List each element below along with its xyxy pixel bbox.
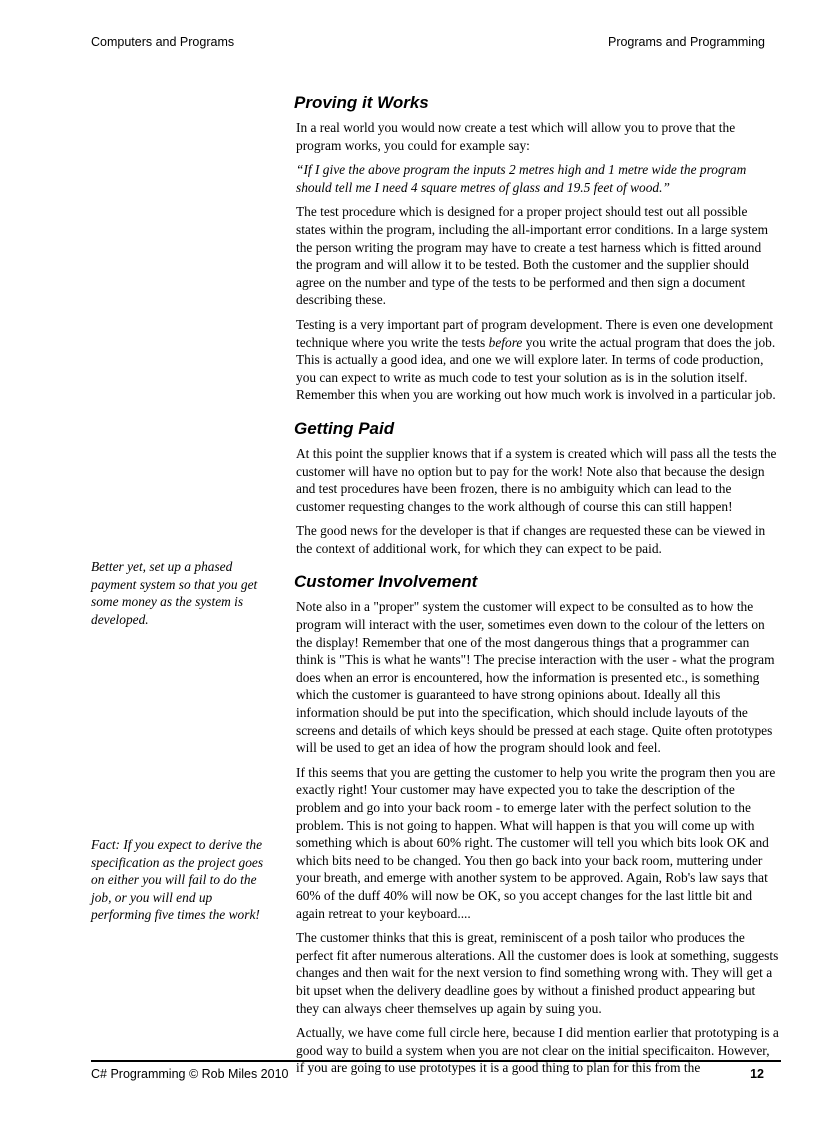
paragraph-text: you write the actual program that does the job. This is actually a good idea, and one we will explore later. In terms of code production, you can expect to write as much code to test your solution as is in the solution itself. Remember this when you are working out how much work is involved in a particular job.: [296, 334, 776, 403]
paragraph: The test procedure which is designed for a proper project should test out all possible states within the program, including the all-important error conditions. In a large system the person writing the program may have to create a test harness which is fitted around the program and will allow it to be tested. Both the customer and the supplier should agree on the number and type of the tests to be performed and then sign a document describing these.: [296, 204, 769, 308]
section-customer-involvement: [296, 571, 779, 1076]
section-proving-it-works: [296, 92, 779, 404]
paragraph: The good news for the developer is that if changes are requested these can be viewed in the context of additional work, for which they can expect to be paid.: [296, 523, 766, 556]
paragraph: The customer thinks that this is great, reminiscent of a posh tailor who produces the perfect fit after numerous alterations. All the customer does is look at something, suggests changes and then wait for the next version to find something wrong with. They will get a bit upset when the delivery deadline goes by without a finished product appearing but they can always cheer themselves up again by suing you.: [296, 930, 779, 1016]
margin-note: Better yet, set up a phased payment system so that you get some money as the system is developed.: [91, 559, 258, 627]
page-number: 12: [750, 1067, 764, 1081]
paragraph: If this seems that you are getting the customer to help you write the program then you are exactly right! Your customer may have expected you to take the description of the problem and go into your back room - to emerge later with the perfect solution to the problem. This is not going to happen. What will happen is that you will come up with something which is about 60% right. The customer will tell you which bits look OK and which bits need to be changed. You then go back into your back room, muttering under your breath, and emerge with another system to be approved. Again, Rob's law says that 60% of the duff 40% will now be OK, so you accept changes for the last little bit and again retreat to your keyboard....: [296, 764, 776, 921]
section-heading: Proving it Works: [294, 93, 429, 112]
emphasis-text: before: [488, 334, 523, 350]
paragraph: Note also in a "proper" system the customer will expect to be consulted as to how the program will interact with the user, sometimes even down to the colour of the letters on the display! Remember that one of the most dangerous things that a programmer can think is "This is what he wants"! The precise interaction with the user - what the program does when an error is encountered, how the information is presented etc., is something which the customer is guaranteed to have strong opinions about. Ideally all this information should be put into the specification, which should include layouts of the screens and details of which keys should be pressed at each stage. Quite often prototypes will be used to get an idea of how the program should look and feel.: [296, 599, 775, 756]
footer-copyright: C# Programming © Rob Miles 2010: [91, 1067, 289, 1081]
running-header-left: Computers and Programs: [91, 35, 235, 49]
quote-paragraph: “If I give the above program the inputs 2 metres high and 1 metre wide the program should tell me I need 4 square metres of glass and 19.5 feet of wood.”: [296, 162, 747, 195]
running-header-right: Programs and Programming: [607, 35, 765, 49]
footer-rule: [91, 1060, 781, 1062]
main-content: [296, 92, 779, 1091]
section-heading: Customer Involvement: [294, 572, 478, 592]
paragraph: Actually, we have come full circle here, because I did mention earlier that prototyping is a good way to build a system when you are not clear on the initial specificaiton. However, if you are going to use prototypes it is a good thing to plan for this from the: [296, 1025, 779, 1076]
paragraph: In a real world you would now create a test which will allow you to prove that the program works, you could for example say:: [296, 120, 736, 153]
margin-note: Fact: If you expect to derive the specification as the project goes on either you will fail to do the job, or you will end up performing five times the work!: [91, 837, 264, 923]
paragraph: At this point the supplier knows that if a system is created which will pass all the tests the customer will have no option but to pay for the work! Note also that because the design and test procedures have been frozen, there is no ambiguity which can lead to the customer requesting changes to the work although of course this can still happen!: [296, 445, 777, 514]
section-heading: Getting Paid: [294, 418, 395, 438]
section-getting-paid: [296, 418, 779, 558]
paragraph: [296, 316, 779, 404]
paragraph-text: Testing is a very important part of program development. There is even one development technique where you write the tests: [296, 316, 774, 350]
